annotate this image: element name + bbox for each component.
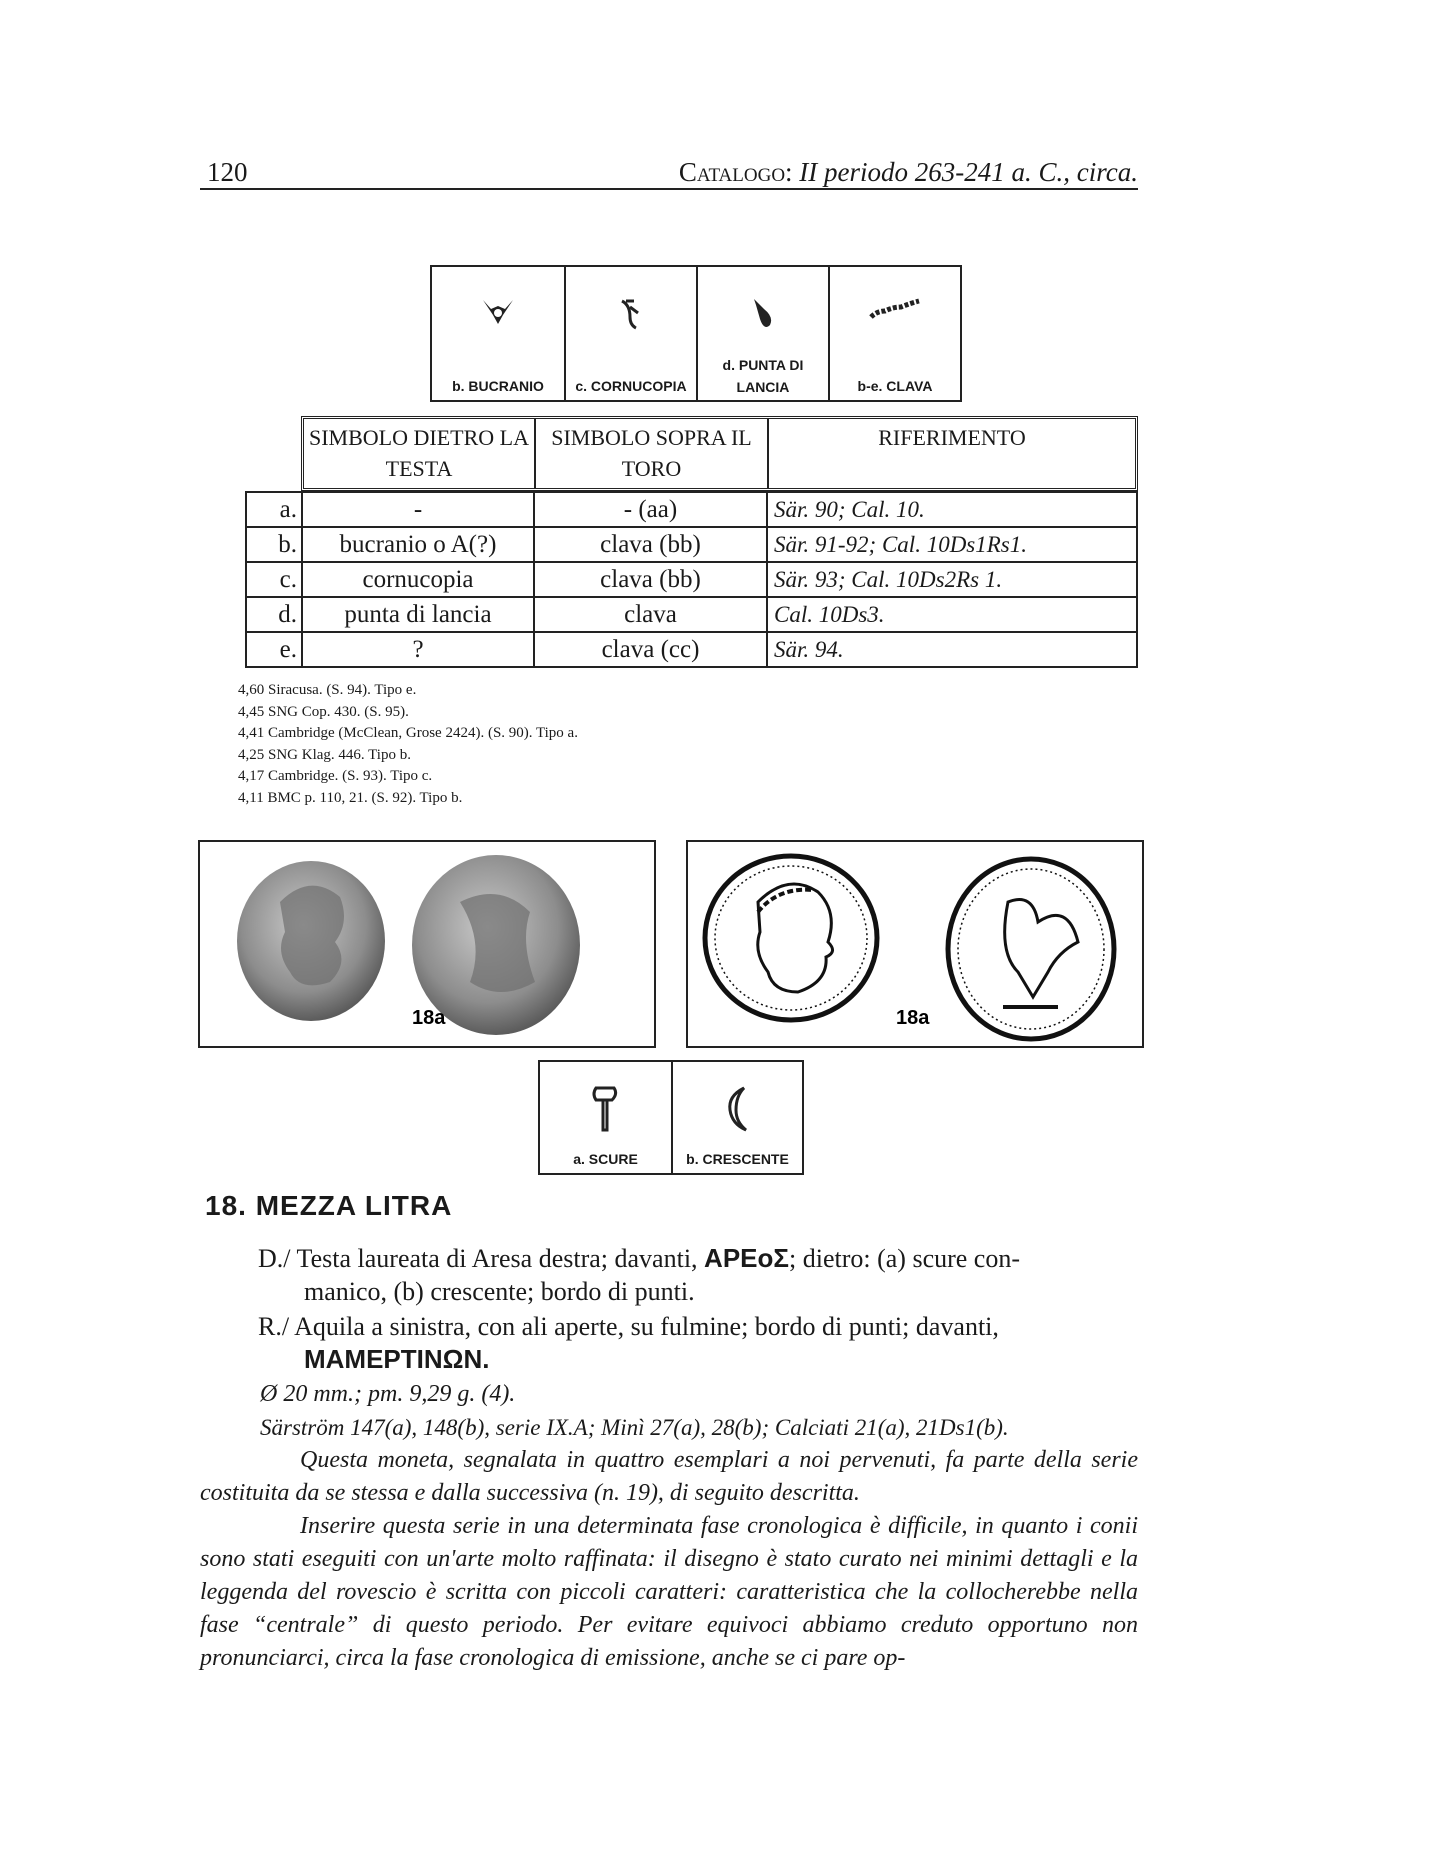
- crescent-icon: [722, 1086, 752, 1132]
- row-letter: a.: [246, 492, 302, 527]
- header-col-ref: [769, 419, 1135, 488]
- obverse-description: [258, 1242, 1138, 1275]
- symbol-above-bull: clava (cc): [534, 632, 767, 667]
- commentary-text-2: Inserire questa serie in una determinata fase cronologica è difficile, in quanto i conii sono stati eseguiti con un'arte molto raffinata: il disegno è stato curato nei minimi dettagli e la leggenda del rovescio è scritta con piccoli caratteri: caratteristica che la collocherebbe nella fase “centrale” di questo periodo. Per evitare equivoci abbiamo creduto opportuno non pronunciarci, circa la fase cronologica di emissione, anche se ci pare op-: [200, 1513, 1138, 1671]
- commentary-paragraph-1: [200, 1444, 1138, 1510]
- reference: Sär. 91-92; Cal. 10Ds1Rs1.: [767, 527, 1137, 562]
- row-letter: e.: [246, 632, 302, 667]
- reference: Cal. 10Ds3.: [767, 597, 1137, 632]
- symbol-label: b. CRESCENTE: [686, 1151, 789, 1167]
- catalog-label: Catalogo:: [678, 157, 793, 187]
- symbol-behind-head: punta di lancia: [302, 597, 534, 632]
- header-text: SIMBOLO DIETRO LA TESTA: [309, 425, 529, 481]
- obverse-prefix: D./: [258, 1244, 291, 1273]
- page-number: 120: [207, 157, 248, 187]
- symbol-cell-cornucopia: [564, 267, 696, 400]
- table-row: [246, 632, 1137, 667]
- symbol-cell-crescente: [671, 1062, 802, 1173]
- table-row: [246, 562, 1137, 597]
- header-text: SIMBOLO SOPRA IL TORO: [551, 425, 752, 481]
- running-header: [679, 157, 1138, 188]
- reverse-legend: ΜΑΜΕΡΤΙΝΩΝ.: [304, 1344, 490, 1374]
- symbol-cell-scure: [540, 1062, 671, 1173]
- symbol-cell-bucranio: [432, 267, 564, 400]
- symbol-cell-lancia: [696, 267, 828, 400]
- variants-table: [245, 491, 1138, 668]
- symbol-above-bull: clava: [534, 597, 767, 632]
- obverse-description-cont: [304, 1275, 695, 1308]
- period-label: II periodo 263-241 a. C., circa.: [799, 157, 1138, 187]
- row-letter: c.: [246, 562, 302, 597]
- weight-line: 4,41 Cambridge (McClean, Grose 2424). (S. 90). Tipo a.: [238, 725, 578, 741]
- measures: Ø 20 mm.; pm. 9,29 g. (4).: [260, 1381, 516, 1407]
- symbol-behind-head: ?: [302, 632, 534, 667]
- top-symbols-box: [430, 265, 962, 402]
- symbol-label: [698, 354, 828, 398]
- entry-title: 18. MEZZA LITRA: [205, 1190, 453, 1221]
- cornucopia-icon: [616, 297, 646, 331]
- symbol-label: a. SCURE: [573, 1151, 638, 1167]
- obverse-text-2: ; dietro: (a) scure con-: [789, 1244, 1021, 1273]
- header-rule: [200, 188, 1138, 190]
- symbol-behind-head: -: [302, 492, 534, 527]
- specimen-weights: [238, 680, 578, 809]
- coin-obverse-photo: [237, 861, 385, 1021]
- coin-photo-panel: [198, 840, 656, 1048]
- reverse-text: Aquila a sinistra, con ali aperte, su fulmine; bordo di punti; davanti,: [294, 1312, 999, 1341]
- club-icon: [867, 297, 923, 323]
- obverse-text-1: Testa laureata di Aresa destra; davanti,: [296, 1244, 698, 1273]
- coin-reverse-drawing: [948, 859, 1114, 1039]
- table-row: [246, 527, 1137, 562]
- table-row: [246, 597, 1137, 632]
- weight-line: 4,45 SNG Cop. 430. (S. 95).: [238, 703, 409, 720]
- symbol-label: c. CORNUCOPIA: [575, 378, 687, 394]
- bucranium-icon: [481, 297, 515, 327]
- reference: Sär. 93; Cal. 10Ds2Rs 1.: [767, 562, 1137, 597]
- weight-line: 4,25 SNG Klag. 446. Tipo b.: [238, 746, 411, 763]
- coin-photo-label: 18a: [412, 1007, 446, 1029]
- obverse-legend: ΑΡΕοΣ: [704, 1243, 789, 1273]
- axe-icon: [590, 1084, 620, 1134]
- symbol-label: b. BUCRANIO: [452, 378, 544, 394]
- reverse-prefix: R./: [258, 1312, 290, 1341]
- table-row: [246, 492, 1137, 527]
- commentary-paragraph-2: [200, 1510, 1138, 1675]
- symbol-label: b-e. CLAVA: [857, 378, 933, 394]
- obverse-text-3: manico, (b) crescente; bordo di punti.: [304, 1277, 695, 1306]
- coin-obverse-drawing: [705, 856, 877, 1020]
- symbol-behind-head: bucranio o A(?): [302, 527, 534, 562]
- coin-drawing-image: [688, 842, 1142, 1046]
- header-col-behind: [304, 419, 536, 488]
- spearhead-icon: [748, 297, 778, 335]
- symbol-above-bull: clava (bb): [534, 527, 767, 562]
- symbol-above-bull: clava (bb): [534, 562, 767, 597]
- commentary-text-1: Questa moneta, segnalata in quattro esemplari a noi pervenuti, fa parte della serie costituita da se stessa e dalla successiva (n. 19), di seguito descritta.: [200, 1447, 1138, 1506]
- symbol-behind-head: cornucopia: [302, 562, 534, 597]
- coin-photo-image: [200, 842, 654, 1046]
- bottom-symbols-box: [538, 1060, 804, 1175]
- symbol-above-bull: - (aa): [534, 492, 767, 527]
- reference: Sär. 90; Cal. 10.: [767, 492, 1137, 527]
- weight-line: 4,60 Siracusa. (S. 94). Tipo e.: [238, 682, 417, 698]
- row-letter: b.: [246, 527, 302, 562]
- header-col-above: [536, 419, 769, 488]
- reverse-description: [258, 1310, 1138, 1343]
- coin-drawing-label: 18a: [896, 1007, 930, 1029]
- table-header: [301, 416, 1138, 491]
- header-text: RIFERIMENTO: [878, 425, 1026, 450]
- symbol-label-text: d. PUNTA DI LANCIA: [722, 357, 804, 395]
- weight-line: 4,17 Cambridge. (S. 93). Tipo c.: [238, 768, 433, 784]
- coin-drawing-panel: [686, 840, 1144, 1048]
- symbol-cell-clava: [828, 267, 960, 400]
- weight-line: 4,11 BMC p. 110, 21. (S. 92). Tipo b.: [238, 789, 463, 806]
- reference: Sär. 94.: [767, 632, 1137, 667]
- bibliography-refs: Särström 147(a), 148(b), serie IX.A; Minì 27(a), 28(b); Calciati 21(a), 21Ds1(b).: [260, 1415, 1009, 1440]
- row-letter: d.: [246, 597, 302, 632]
